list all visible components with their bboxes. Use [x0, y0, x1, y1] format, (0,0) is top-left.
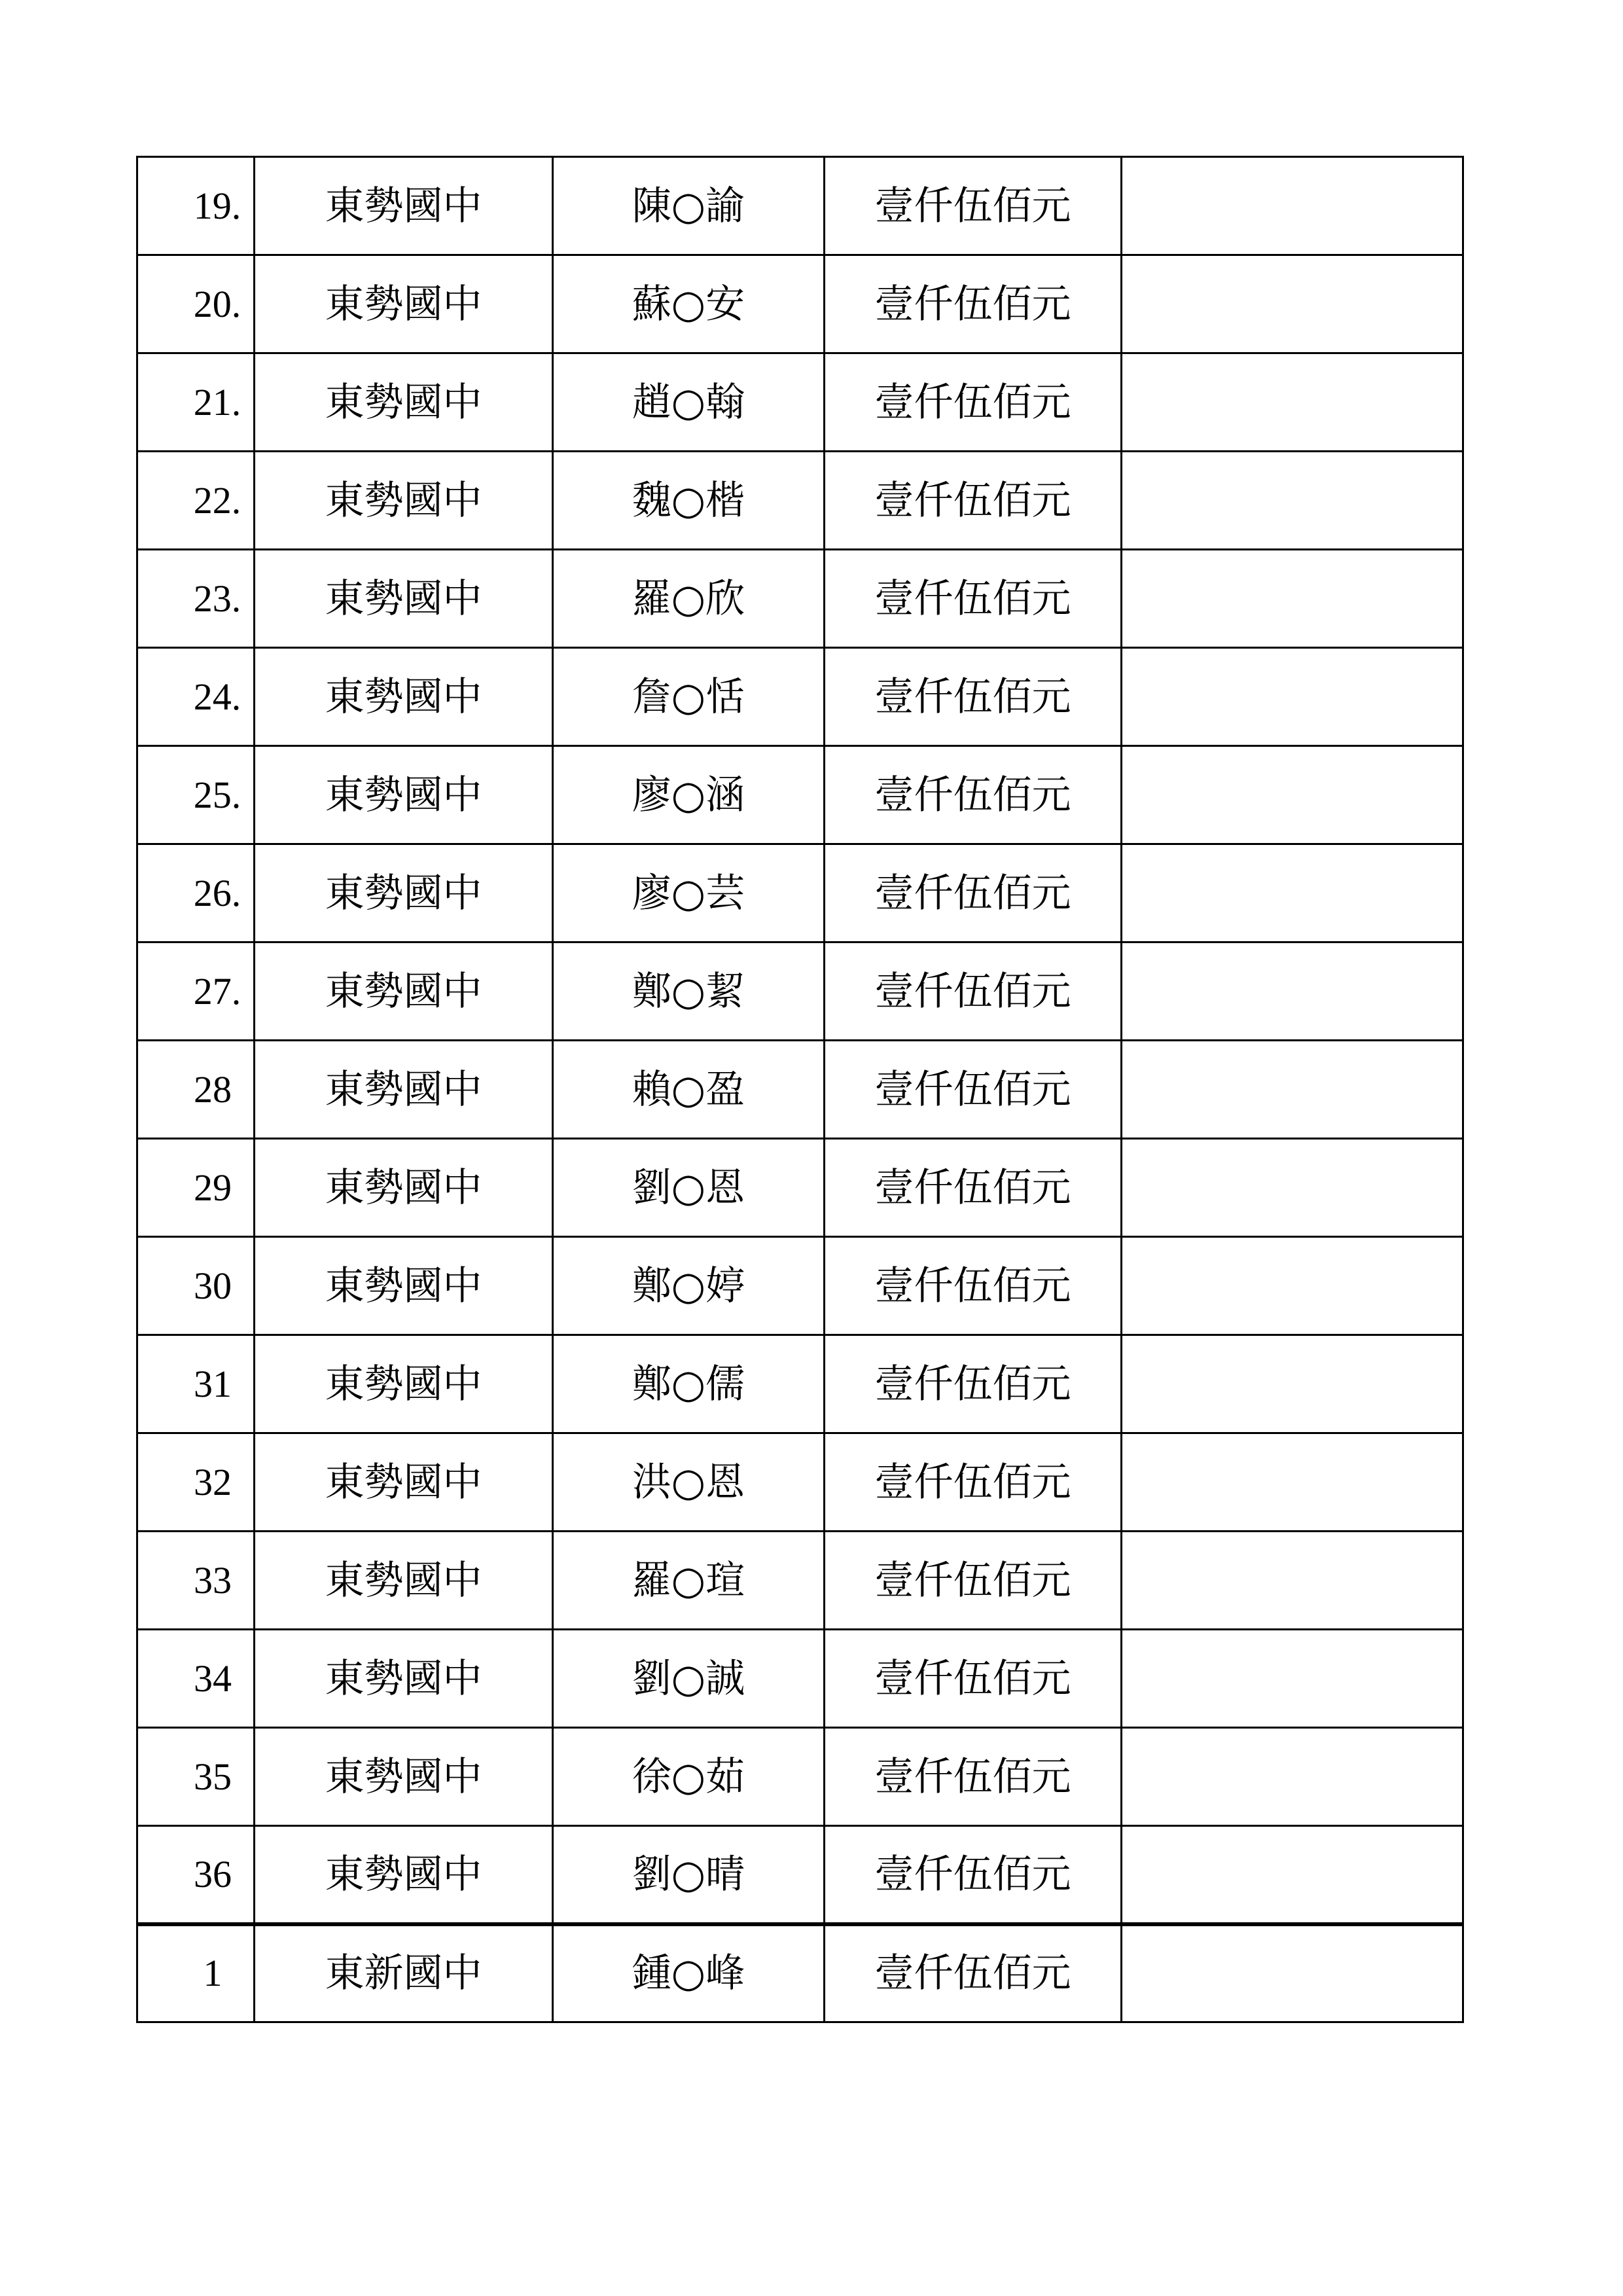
amount-cell: 壹仟伍佰元: [825, 1728, 1122, 1826]
row-number: 1: [203, 1952, 223, 1995]
student-name-cell: 洪○恩: [553, 1433, 825, 1532]
table-row: [137, 746, 1463, 844]
row-number-cell: [137, 648, 255, 746]
student-name-cell: 徐○茹: [553, 1728, 825, 1826]
school-cell: 東勢國中: [255, 452, 553, 550]
note-cell: [1122, 648, 1463, 746]
row-number-cell: [137, 1433, 255, 1532]
student-name-cell: 蘇○安: [553, 255, 825, 353]
student-name-cell: 劉○晴: [553, 1826, 825, 1924]
student-name-cell: 詹○恬: [553, 648, 825, 746]
amount-cell: 壹仟伍佰元: [825, 746, 1122, 844]
roster-table-body: [137, 157, 1463, 2022]
row-number: 26.: [193, 871, 241, 914]
note-cell: [1122, 1924, 1463, 2022]
school-cell: 東勢國中: [255, 255, 553, 353]
note-cell: [1122, 844, 1463, 942]
amount-cell: 壹仟伍佰元: [825, 1826, 1122, 1924]
row-number: 22.: [193, 478, 241, 522]
note-cell: [1122, 1041, 1463, 1139]
student-name-cell: 趙○翰: [553, 353, 825, 452]
note-cell: [1122, 746, 1463, 844]
note-cell: [1122, 1139, 1463, 1237]
table-row: [137, 353, 1463, 452]
student-name-cell: 廖○涵: [553, 746, 825, 844]
row-number: 29: [194, 1166, 232, 1209]
row-number-cell: [137, 255, 255, 353]
school-cell: 東勢國中: [255, 1630, 553, 1728]
note-cell: [1122, 1826, 1463, 1924]
row-number-cell: [137, 1826, 255, 1924]
row-number: 35: [194, 1755, 232, 1798]
school-cell: 東勢國中: [255, 746, 553, 844]
note-cell: [1122, 1728, 1463, 1826]
amount-cell: 壹仟伍佰元: [825, 1041, 1122, 1139]
amount-cell: 壹仟伍佰元: [825, 942, 1122, 1041]
note-cell: [1122, 1237, 1463, 1335]
row-number: 23.: [193, 577, 241, 620]
table-row: [137, 255, 1463, 353]
row-number-cell: [137, 1139, 255, 1237]
table-row: [137, 1237, 1463, 1335]
table-row: [137, 648, 1463, 746]
table-row: [137, 1826, 1463, 1924]
student-name-cell: 鄭○婷: [553, 1237, 825, 1335]
table-row: [137, 1335, 1463, 1433]
student-name-cell: 羅○瑄: [553, 1532, 825, 1630]
note-cell: [1122, 353, 1463, 452]
row-number: 36: [194, 1852, 232, 1895]
row-number: 28: [194, 1067, 232, 1111]
student-name-cell: 羅○欣: [553, 550, 825, 648]
amount-cell: 壹仟伍佰元: [825, 844, 1122, 942]
amount-cell: 壹仟伍佰元: [825, 157, 1122, 255]
row-number-cell: [137, 1237, 255, 1335]
amount-cell: 壹仟伍佰元: [825, 1335, 1122, 1433]
scholarship-roster-table: [136, 156, 1464, 2023]
row-number: 30: [194, 1264, 232, 1307]
student-name-cell: 陳○諭: [553, 157, 825, 255]
row-number-cell: [137, 942, 255, 1041]
table-row: [137, 157, 1463, 255]
amount-cell: 壹仟伍佰元: [825, 1433, 1122, 1532]
table-row: [137, 1532, 1463, 1630]
table-row: [137, 1728, 1463, 1826]
table-row: [137, 1139, 1463, 1237]
table-row: [137, 1433, 1463, 1532]
note-cell: [1122, 550, 1463, 648]
amount-cell: 壹仟伍佰元: [825, 1237, 1122, 1335]
note-cell: [1122, 1335, 1463, 1433]
amount-cell: 壹仟伍佰元: [825, 1532, 1122, 1630]
note-cell: [1122, 452, 1463, 550]
school-cell: 東勢國中: [255, 844, 553, 942]
amount-cell: 壹仟伍佰元: [825, 1630, 1122, 1728]
note-cell: [1122, 255, 1463, 353]
row-number: 33: [194, 1558, 232, 1602]
student-name-cell: 鄭○絜: [553, 942, 825, 1041]
school-cell: 東勢國中: [255, 1139, 553, 1237]
table-row: [137, 1630, 1463, 1728]
student-name-cell: 魏○楷: [553, 452, 825, 550]
row-number-cell: [137, 353, 255, 452]
row-number-cell: [137, 844, 255, 942]
row-number: 19.: [193, 184, 241, 227]
table-row: [137, 942, 1463, 1041]
row-number-cell: [137, 452, 255, 550]
student-name-cell: 廖○芸: [553, 844, 825, 942]
school-cell: 東勢國中: [255, 1532, 553, 1630]
student-name-cell: 鄭○儒: [553, 1335, 825, 1433]
note-cell: [1122, 1532, 1463, 1630]
row-number: 34: [194, 1657, 232, 1700]
table-row: [137, 1041, 1463, 1139]
school-cell: 東勢國中: [255, 1237, 553, 1335]
school-cell: 東勢國中: [255, 550, 553, 648]
school-cell: 東勢國中: [255, 1041, 553, 1139]
amount-cell: 壹仟伍佰元: [825, 648, 1122, 746]
row-number-cell: [137, 1728, 255, 1826]
school-cell: 東勢國中: [255, 1728, 553, 1826]
table-row: [137, 844, 1463, 942]
amount-cell: 壹仟伍佰元: [825, 1139, 1122, 1237]
school-cell: 東勢國中: [255, 353, 553, 452]
row-number: 31: [194, 1362, 232, 1405]
row-number-cell: [137, 1532, 255, 1630]
table-row: [137, 1924, 1463, 2022]
row-number-cell: [137, 1630, 255, 1728]
row-number-cell: [137, 157, 255, 255]
row-number: 27.: [193, 969, 241, 1013]
amount-cell: 壹仟伍佰元: [825, 452, 1122, 550]
note-cell: [1122, 157, 1463, 255]
amount-cell: 壹仟伍佰元: [825, 1924, 1122, 2022]
row-number-cell: [137, 1041, 255, 1139]
note-cell: [1122, 1433, 1463, 1532]
student-name-cell: 鍾○峰: [553, 1924, 825, 2022]
school-cell: 東勢國中: [255, 1433, 553, 1532]
student-name-cell: 劉○誠: [553, 1630, 825, 1728]
row-number: 24.: [193, 675, 241, 718]
row-number-cell: [137, 1335, 255, 1433]
school-cell: 東勢國中: [255, 1335, 553, 1433]
table-row: [137, 452, 1463, 550]
row-number-cell: [137, 550, 255, 648]
amount-cell: 壹仟伍佰元: [825, 353, 1122, 452]
school-cell: 東勢國中: [255, 1826, 553, 1924]
table-row: [137, 550, 1463, 648]
row-number: 21.: [193, 380, 241, 423]
student-name-cell: 賴○盈: [553, 1041, 825, 1139]
row-number-cell: [137, 1924, 255, 2022]
school-cell: 東勢國中: [255, 157, 553, 255]
row-number-cell: [137, 746, 255, 844]
student-name-cell: 劉○恩: [553, 1139, 825, 1237]
school-cell: 東勢國中: [255, 942, 553, 1041]
amount-cell: 壹仟伍佰元: [825, 255, 1122, 353]
row-number: 32: [194, 1460, 232, 1503]
row-number: 20.: [193, 282, 241, 325]
row-number: 25.: [193, 773, 241, 816]
school-cell: 東新國中: [255, 1924, 553, 2022]
school-cell: 東勢國中: [255, 648, 553, 746]
amount-cell: 壹仟伍佰元: [825, 550, 1122, 648]
note-cell: [1122, 1630, 1463, 1728]
note-cell: [1122, 942, 1463, 1041]
